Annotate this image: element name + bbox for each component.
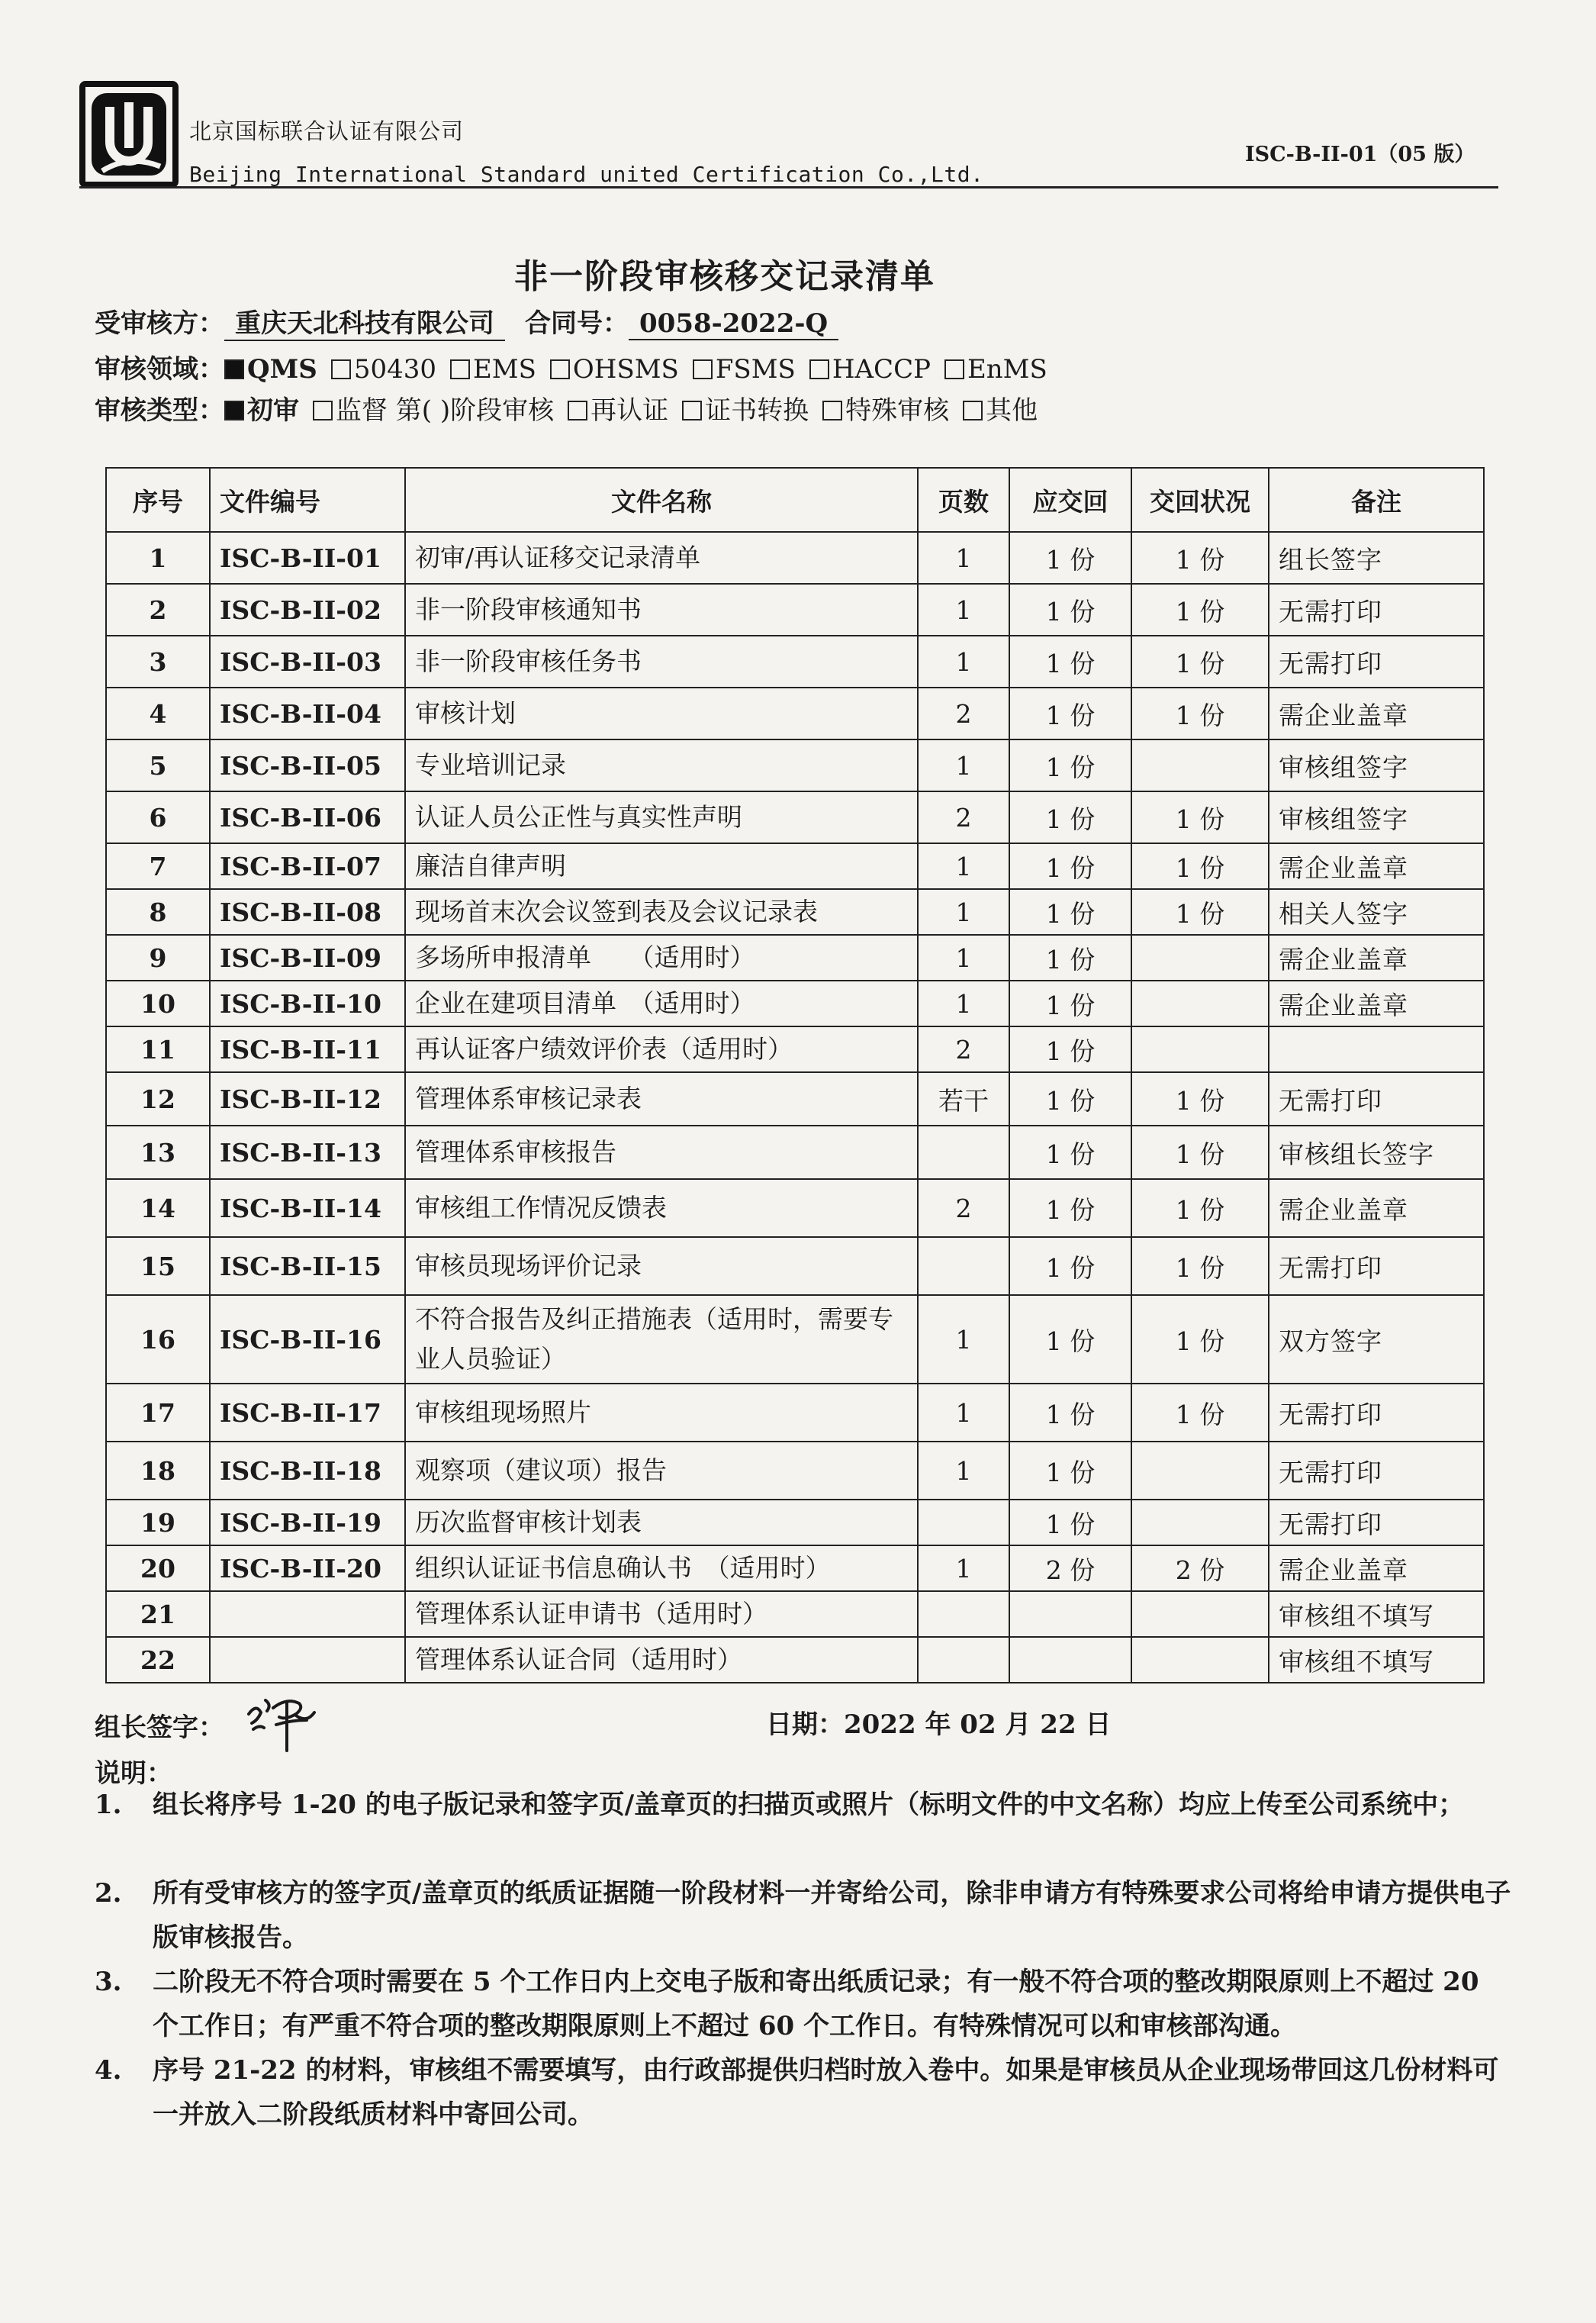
audit-domain-option-label: HACCP	[832, 354, 931, 385]
audit-type-option-label: 证书转换	[705, 395, 809, 426]
row-number-cell: 9	[106, 935, 210, 981]
due-count-cell: 1 份	[1009, 739, 1131, 791]
file-name-cell: 非一阶段审核任务书	[405, 636, 918, 688]
table-row	[106, 889, 1484, 935]
table-row	[106, 584, 1484, 636]
file-code-cell: ISC-B-II-14	[210, 1179, 405, 1237]
row-number-cell: 13	[106, 1126, 210, 1179]
file-code-cell: ISC-B-II-19	[210, 1500, 405, 1545]
returned-status-cell	[1131, 935, 1269, 981]
returned-status-cell: 1 份	[1131, 1126, 1269, 1179]
audit-domain-label: 审核领域：	[95, 354, 224, 385]
audit-type-option-label: 其他	[986, 395, 1038, 426]
due-count-cell: 1 份	[1009, 791, 1131, 843]
table-row	[106, 791, 1484, 843]
col-header-code: 文件编号	[210, 468, 405, 532]
note-item	[95, 1783, 1514, 1827]
file-code-cell: ISC-B-II-12	[210, 1072, 405, 1126]
row-number-cell: 2	[106, 584, 210, 636]
auditee-line	[95, 302, 858, 341]
table-row	[106, 1637, 1484, 1683]
file-code-cell: ISC-B-II-05	[210, 739, 405, 791]
remark-cell: 无需打印	[1269, 1500, 1484, 1545]
file-name-cell: 历次监督审核计划表	[405, 1500, 918, 1545]
file-name-cell: 管理体系认证合同（适用时）	[405, 1637, 918, 1683]
file-name-cell: 非一阶段审核通知书	[405, 584, 918, 636]
table-row	[106, 739, 1484, 791]
due-count-cell: 1 份	[1009, 1500, 1131, 1545]
row-number-cell: 5	[106, 739, 210, 791]
unchecked-box-icon[interactable]	[682, 401, 702, 420]
audit-domain-option[interactable]	[331, 354, 436, 385]
page-count-cell: 1	[918, 1384, 1009, 1442]
file-name-cell: 专业培训记录	[405, 739, 918, 791]
audit-type-option[interactable]	[224, 395, 299, 426]
returned-status-cell: 1 份	[1131, 791, 1269, 843]
returned-status-cell: 1 份	[1131, 636, 1269, 688]
unchecked-box-icon[interactable]	[550, 359, 570, 379]
note-number: 2.	[95, 1878, 122, 1909]
file-code-cell: ISC-B-II-16	[210, 1295, 405, 1384]
row-number-cell: 3	[106, 636, 210, 688]
note-text: 二阶段无不符合项时需要在 5 个工作日内上交电子版和寄出纸质记录；有一般不符合项的整改期限原则上不超过 20 个工作日；有严重不符合项的整改期限原则上不超过 60 个工作日。有特殊情况可以和审核部沟通。	[153, 1967, 1479, 2041]
remark-cell: 需企业盖章	[1269, 688, 1484, 739]
notes-title: 说明：	[95, 1758, 172, 1789]
returned-status-cell	[1131, 1026, 1269, 1072]
audit-type-option[interactable]	[822, 395, 949, 426]
auditee-label: 受审核方：	[95, 308, 224, 339]
file-name-cell: 认证人员公正性与真实性声明	[405, 791, 918, 843]
document-title: 非一阶段审核移交记录清单	[514, 257, 935, 296]
page-count-cell	[918, 1126, 1009, 1179]
file-name-cell: 管理体系认证申请书（适用时）	[405, 1591, 918, 1637]
audit-type-option[interactable]	[682, 395, 809, 426]
col-header-pages: 页数	[918, 468, 1009, 532]
col-header-status: 交回状况	[1131, 468, 1269, 532]
page-count-cell: 1	[918, 1545, 1009, 1591]
remark-cell	[1269, 1026, 1484, 1072]
due-count-cell: 1 份	[1009, 1179, 1131, 1237]
remark-cell: 需企业盖章	[1269, 981, 1484, 1026]
audit-domain-option-label: 50430	[353, 354, 436, 385]
file-name-cell: 不符合报告及纠正措施表（适用时，需要专业人员验证）	[405, 1295, 918, 1384]
row-number-cell: 14	[106, 1179, 210, 1237]
page-count-cell: 1	[918, 636, 1009, 688]
note-item	[95, 1871, 1514, 1960]
audit-domain-option-label: OHSMS	[572, 354, 679, 385]
table-row	[106, 1500, 1484, 1545]
remark-cell: 无需打印	[1269, 1442, 1484, 1500]
unchecked-box-icon[interactable]	[450, 359, 470, 379]
col-header-due: 应交回	[1009, 468, 1131, 532]
audit-type-option-label: 特殊审核	[845, 395, 950, 426]
remark-cell: 需企业盖章	[1269, 935, 1484, 981]
file-name-cell: 再认证客户绩效评价表（适用时）	[405, 1026, 918, 1072]
due-count-cell: 1 份	[1009, 688, 1131, 739]
table-row	[106, 935, 1484, 981]
due-count-cell: 1 份	[1009, 1026, 1131, 1072]
page-count-cell: 2	[918, 1179, 1009, 1237]
remark-cell: 审核组不填写	[1269, 1637, 1484, 1683]
returned-status-cell: 1 份	[1131, 1237, 1269, 1295]
file-code-cell: ISC-B-II-17	[210, 1384, 405, 1442]
returned-status-cell: 2 份	[1131, 1545, 1269, 1591]
row-number-cell: 19	[106, 1500, 210, 1545]
checked-box-icon[interactable]	[224, 359, 244, 379]
audit-domain-option[interactable]	[693, 354, 796, 385]
page-count-cell: 1	[918, 739, 1009, 791]
returned-status-cell: 1 份	[1131, 1295, 1269, 1384]
page-count-cell: 1	[918, 532, 1009, 584]
file-code-cell: ISC-B-II-10	[210, 981, 405, 1026]
file-name-cell: 审核组现场照片	[405, 1384, 918, 1442]
file-name-cell: 廉洁自律声明	[405, 843, 918, 889]
due-count-cell: 1 份	[1009, 1442, 1131, 1500]
file-name-cell: 观察项（建议项）报告	[405, 1442, 918, 1500]
row-number-cell: 17	[106, 1384, 210, 1442]
file-name-cell: 组织认证证书信息确认书 （适用时）	[405, 1545, 918, 1591]
file-code-cell: ISC-B-II-03	[210, 636, 405, 688]
audit-type-option[interactable]	[568, 395, 668, 426]
file-code-cell: ISC-B-II-02	[210, 584, 405, 636]
file-code-cell: ISC-B-II-18	[210, 1442, 405, 1500]
file-code-cell: ISC-B-II-07	[210, 843, 405, 889]
due-count-cell: 1 份	[1009, 636, 1131, 688]
audit-domain-option[interactable]	[224, 354, 317, 385]
returned-status-cell: 1 份	[1131, 843, 1269, 889]
returned-status-cell	[1131, 1500, 1269, 1545]
page-count-cell: 2	[918, 688, 1009, 739]
due-count-cell: 1 份	[1009, 935, 1131, 981]
row-number-cell: 1	[106, 532, 210, 584]
remark-cell: 组长签字	[1269, 532, 1484, 584]
page-count-cell: 1	[918, 584, 1009, 636]
page-count-cell	[918, 1237, 1009, 1295]
row-number-cell: 7	[106, 843, 210, 889]
audit-type-option-label: 再认证	[590, 395, 669, 426]
audit-type-option[interactable]	[313, 395, 554, 426]
page-count-cell: 1	[918, 1442, 1009, 1500]
audit-domain-option-label: EnMS	[967, 354, 1047, 385]
col-header-name: 文件名称	[405, 468, 918, 532]
remark-cell: 无需打印	[1269, 636, 1484, 688]
file-code-cell	[210, 1637, 405, 1683]
page-count-cell: 2	[918, 791, 1009, 843]
audit-domain-option-label: QMS	[247, 354, 317, 385]
file-name-cell: 企业在建项目清单 （适用时）	[405, 981, 918, 1026]
table-row	[106, 1295, 1484, 1384]
table-row	[106, 532, 1484, 584]
checked-box-icon[interactable]	[224, 401, 244, 420]
sign-date: 日期：2022 年 02 月 22 日	[766, 1709, 1112, 1740]
row-number-cell: 8	[106, 889, 210, 935]
unchecked-box-icon[interactable]	[693, 359, 713, 379]
due-count-cell: 1 份	[1009, 584, 1131, 636]
page-count-cell: 1	[918, 1295, 1009, 1384]
returned-status-cell: 1 份	[1131, 688, 1269, 739]
due-count-cell: 1 份	[1009, 532, 1131, 584]
file-code-cell: ISC-B-II-08	[210, 889, 405, 935]
audit-domain-option-label: EMS	[472, 354, 536, 385]
page-count-cell: 2	[918, 1026, 1009, 1072]
returned-status-cell: 1 份	[1131, 532, 1269, 584]
table-row	[106, 1384, 1484, 1442]
contract-value: 0058-2022-Q	[629, 308, 838, 340]
page-count-cell: 1	[918, 843, 1009, 889]
remark-cell: 需企业盖章	[1269, 1545, 1484, 1591]
returned-status-cell: 1 份	[1131, 1072, 1269, 1126]
due-count-cell: 1 份	[1009, 1237, 1131, 1295]
document-code: ISC-B-II-01（05 版）	[1245, 143, 1475, 166]
due-count-cell: 1 份	[1009, 889, 1131, 935]
table-row	[106, 688, 1484, 739]
audit-domain-option[interactable]	[809, 354, 931, 385]
unchecked-box-icon[interactable]	[331, 359, 351, 379]
col-header-remark: 备注	[1269, 468, 1484, 532]
remark-cell: 需企业盖章	[1269, 1179, 1484, 1237]
company-logo	[79, 81, 179, 188]
table-row	[106, 1591, 1484, 1637]
audit-domain-option[interactable]	[450, 354, 536, 385]
page-count-cell: 若干	[918, 1072, 1009, 1126]
unchecked-box-icon[interactable]	[568, 401, 587, 420]
note-number: 3.	[95, 1967, 122, 1997]
transfer-record-table	[105, 467, 1485, 1683]
remark-cell: 相关人签字	[1269, 889, 1484, 935]
due-count-cell: 2 份	[1009, 1545, 1131, 1591]
company-name-en: Beijing International Standard united Certification Co.,Ltd.	[189, 162, 984, 187]
leader-sign-label: 组长签字：	[95, 1712, 224, 1743]
page-count-cell: 1	[918, 935, 1009, 981]
file-code-cell: ISC-B-II-06	[210, 791, 405, 843]
remark-cell: 无需打印	[1269, 1237, 1484, 1295]
row-number-cell: 18	[106, 1442, 210, 1500]
row-number-cell: 20	[106, 1545, 210, 1591]
handwritten-signature	[243, 1685, 342, 1754]
audit-type-option[interactable]	[963, 395, 1038, 426]
file-code-cell	[210, 1591, 405, 1637]
table-row	[106, 1026, 1484, 1072]
file-name-cell: 现场首末次会议签到表及会议记录表	[405, 889, 918, 935]
remark-cell: 审核组签字	[1269, 739, 1484, 791]
returned-status-cell: 1 份	[1131, 1179, 1269, 1237]
returned-status-cell: 1 份	[1131, 889, 1269, 935]
audit-domain-option[interactable]	[944, 354, 1047, 385]
due-count-cell: 1 份	[1009, 1072, 1131, 1126]
table-row	[106, 843, 1484, 889]
due-count-cell	[1009, 1637, 1131, 1683]
file-code-cell: ISC-B-II-13	[210, 1126, 405, 1179]
audit-type-line	[95, 389, 1051, 427]
row-number-cell: 15	[106, 1237, 210, 1295]
audit-type-option-label: 初审	[247, 395, 299, 426]
row-number-cell: 22	[106, 1637, 210, 1683]
col-header-no: 序号	[106, 468, 210, 532]
row-number-cell: 10	[106, 981, 210, 1026]
file-name-cell: 管理体系审核记录表	[405, 1072, 918, 1126]
due-count-cell	[1009, 1591, 1131, 1637]
due-count-cell: 1 份	[1009, 981, 1131, 1026]
unchecked-box-icon[interactable]	[822, 401, 842, 420]
audit-type-label: 审核类型：	[95, 395, 224, 426]
remark-cell: 审核组长签字	[1269, 1126, 1484, 1179]
auditee-value: 重庆天北科技有限公司	[224, 302, 505, 341]
audit-domain-option-label: FSMS	[715, 354, 796, 385]
due-count-cell: 1 份	[1009, 1126, 1131, 1179]
row-number-cell: 4	[106, 688, 210, 739]
note-text: 组长将序号 1-20 的电子版记录和签字页/盖章页的扫描页或照片（标明文件的中文名称）均应上传至公司系统中；	[153, 1790, 1465, 1820]
audit-domain-line	[95, 348, 1061, 385]
returned-status-cell	[1131, 739, 1269, 791]
audit-domain-option[interactable]	[550, 354, 679, 385]
header-divider	[79, 186, 1498, 188]
page-count-cell: 1	[918, 889, 1009, 935]
page-count-cell: 1	[918, 981, 1009, 1026]
unchecked-box-icon[interactable]	[313, 401, 333, 420]
file-name-cell: 审核组工作情况反馈表	[405, 1179, 918, 1237]
unchecked-box-icon[interactable]	[963, 401, 983, 420]
page-count-cell	[918, 1500, 1009, 1545]
returned-status-cell: 1 份	[1131, 584, 1269, 636]
remark-cell: 审核组不填写	[1269, 1591, 1484, 1637]
remark-cell: 无需打印	[1269, 1072, 1484, 1126]
due-count-cell: 1 份	[1009, 1384, 1131, 1442]
note-item	[95, 2048, 1514, 2137]
table-row	[106, 1072, 1484, 1126]
file-name-cell: 审核员现场评价记录	[405, 1237, 918, 1295]
file-code-cell: ISC-B-II-11	[210, 1026, 405, 1072]
table-row	[106, 1237, 1484, 1295]
unchecked-box-icon[interactable]	[809, 359, 829, 379]
returned-status-cell	[1131, 1637, 1269, 1683]
file-code-cell: ISC-B-II-01	[210, 532, 405, 584]
returned-status-cell	[1131, 1591, 1269, 1637]
row-number-cell: 11	[106, 1026, 210, 1072]
remark-cell: 审核组签字	[1269, 791, 1484, 843]
remark-cell: 需企业盖章	[1269, 843, 1484, 889]
company-name-cn: 北京国标联合认证有限公司	[189, 118, 465, 144]
note-number: 4.	[95, 2055, 122, 2086]
returned-status-cell	[1131, 1442, 1269, 1500]
row-number-cell: 21	[106, 1591, 210, 1637]
contract-label: 合同号：	[525, 308, 629, 339]
row-number-cell: 6	[106, 791, 210, 843]
audit-type-option-label: 监督 第( )阶段审核	[336, 395, 555, 426]
row-number-cell: 12	[106, 1072, 210, 1126]
file-name-cell: 多场所申报清单 （适用时）	[405, 935, 918, 981]
page-count-cell	[918, 1637, 1009, 1683]
returned-status-cell	[1131, 981, 1269, 1026]
remark-cell: 无需打印	[1269, 584, 1484, 636]
file-name-cell: 管理体系审核报告	[405, 1126, 918, 1179]
note-number: 1.	[95, 1790, 122, 1820]
note-item	[95, 1960, 1514, 2048]
page-count-cell	[918, 1591, 1009, 1637]
remark-cell: 双方签字	[1269, 1295, 1484, 1384]
table-row	[106, 1442, 1484, 1500]
table-row	[106, 1545, 1484, 1591]
note-text: 序号 21-22 的材料，审核组不需要填写，由行政部提供归档时放入卷中。如果是审核员从企业现场带回这几份材料可一并放入二阶段纸质材料中寄回公司。	[153, 2055, 1499, 2130]
table-row	[106, 1179, 1484, 1237]
remark-cell: 无需打印	[1269, 1384, 1484, 1442]
table-row	[106, 636, 1484, 688]
file-code-cell: ISC-B-II-09	[210, 935, 405, 981]
table-row	[106, 1126, 1484, 1179]
note-text: 所有受审核方的签字页/盖章页的纸质证据随一阶段材料一并寄给公司，除非申请方有特殊要求公司将给申请方提供电子版审核报告。	[153, 1878, 1511, 1953]
returned-status-cell: 1 份	[1131, 1384, 1269, 1442]
due-count-cell: 1 份	[1009, 1295, 1131, 1384]
due-count-cell: 1 份	[1009, 843, 1131, 889]
unchecked-box-icon[interactable]	[944, 359, 964, 379]
table-row	[106, 981, 1484, 1026]
file-code-cell: ISC-B-II-20	[210, 1545, 405, 1591]
file-code-cell: ISC-B-II-04	[210, 688, 405, 739]
file-code-cell: ISC-B-II-15	[210, 1237, 405, 1295]
table-header-row	[106, 468, 1484, 532]
file-name-cell: 审核计划	[405, 688, 918, 739]
file-name-cell: 初审/再认证移交记录清单	[405, 532, 918, 584]
row-number-cell: 16	[106, 1295, 210, 1384]
